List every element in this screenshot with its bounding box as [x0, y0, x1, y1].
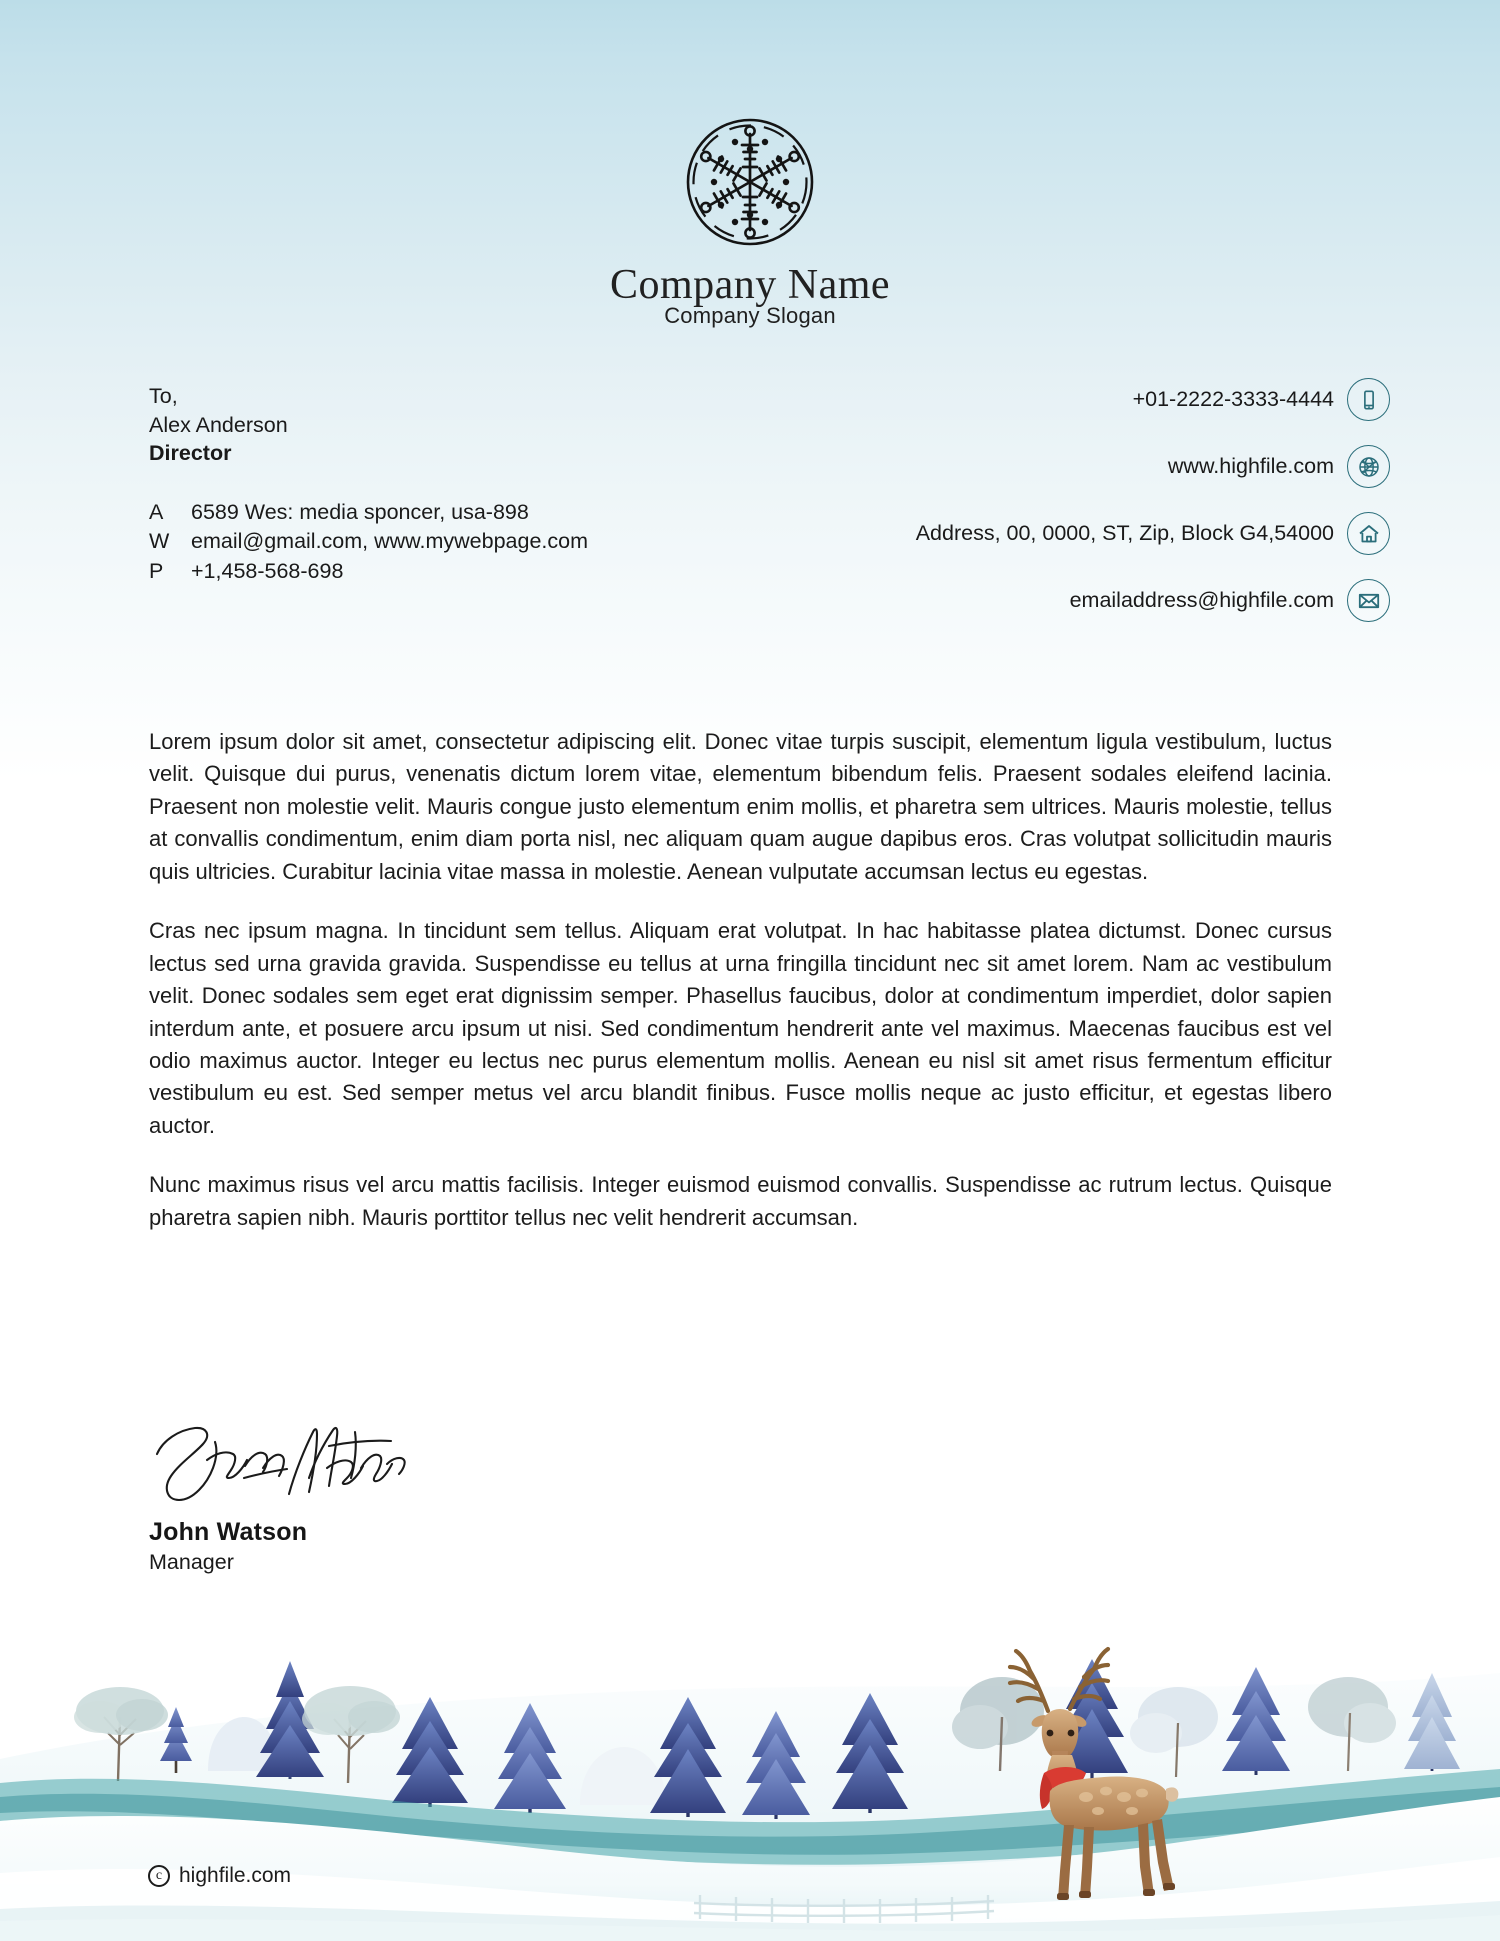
signer-name: John Watson: [149, 1518, 308, 1546]
contact-zone: [149, 382, 1390, 622]
sender-line-phone: [149, 557, 588, 586]
envelope-icon: [1347, 579, 1390, 622]
company-slogan: Company Slogan: [664, 303, 836, 329]
sender-key-p: P: [149, 558, 164, 583]
contact-rows: [916, 378, 1390, 622]
body-paragraph-3: Nunc maximus risus vel arcu mattis facilisis. Integer euismod euismod convallis. Suspendisse ac rutrum lectus. Quisque pharetra sapien nibh. Mauris porttitor tellus nec velit hendrerit accumsan.: [149, 1172, 1332, 1230]
copyright-icon: c: [148, 1865, 170, 1887]
recipient-role: Director: [149, 441, 232, 466]
contact-row-email[interactable]: [1070, 579, 1390, 622]
contact-email-text: emailaddress@highfile.com: [1069, 588, 1334, 612]
snowflake-logo-icon: [0, 112, 1500, 257]
mobile-phone-icon: [1347, 378, 1390, 421]
sender-key-a: A: [149, 499, 164, 524]
contact-row-phone[interactable]: [1133, 378, 1390, 421]
handwritten-signature-icon: [149, 1416, 409, 1516]
footer-copyright: [148, 1864, 291, 1888]
signer-role: Manager: [149, 1550, 234, 1574]
to-label: To,: [149, 384, 178, 408]
body-paragraph-2: Cras nec ipsum magna. In tincidunt sem tellus. Aliquam erat volutpat. In hac habitasse platea dictumst. Donec cursus lectus sed urna gravida gravida. Suspendisse eu tellus at urna fringilla tincidunt nec sit amet lorem. Nam ac vestibulum velit. Donec sodales sem eget erat dignissim semper. Phasellus faucibus, dolor at condimentum imperdiet, dolor sapien interdum ante, et posuere arcu ipsum ut nisi. Sed condimentum hendrerit ante vel maximus. Maecenas faucibus est vel odio maximus auctor. Integer eu lectus nec purus elementum mollis. Aenean eu nisl sit amet risus fermentum efficitur vestibulum eu est. Sed semper metus vel arcu blandit finibus. Fusce mollis neque ac justo efficitur, et egestas libero auctor.: [149, 918, 1332, 1138]
contact-row-website[interactable]: [1168, 445, 1390, 488]
contact-website-text: www.highfile.com: [1167, 454, 1334, 478]
globe-icon: [1347, 445, 1390, 488]
contact-phone-text: +01-2222-3333-4444: [1132, 387, 1334, 411]
recipient-name: Alex Anderson: [149, 412, 288, 437]
footer-site-text[interactable]: highfile.com: [179, 1864, 292, 1887]
company-name: Company Name: [609, 262, 891, 308]
body-paragraph-1: Lorem ipsum dolor sit amet, consectetur adipiscing elit. Donec vitae turpis suscipit, elementum ligula vestibulum, luctus velit. Quisque dui purus, venenatis dictum lorem vitae, elementum bibendum felis. Praesent sodales eleifend lacinia. Praesent non molestie velit. Mauris congue justo elementum enim mollis, et pharetra sem ultrices. Mauris molestie, tellus at convallis condimentum, enim diam porta nisl, nec aliquam quam augue dapibus eros. Cras volutpat sollicitudin mauris quis ultricies. Curabitur lacinia vitae massa in molestie. Aenean vulputate accumsan lectus eu egestas.: [149, 729, 1332, 884]
recipient-block: [149, 382, 588, 468]
recipient-and-sender: [149, 382, 588, 586]
contact-address-text: Address, 00, 0000, ST, Zip, Block G4,54000: [915, 521, 1334, 545]
sender-value-web[interactable]: email@gmail.com, www.mywebpage.com: [191, 529, 589, 554]
sender-contact-lines: [149, 498, 588, 586]
letter-body: [149, 726, 1332, 1234]
sender-line-web: [149, 527, 588, 556]
sender-key-w: W: [149, 529, 170, 554]
contact-row-address[interactable]: [916, 512, 1390, 555]
home-icon: [1347, 512, 1390, 555]
sender-value-address: 6589 Wes: media sponcer, usa-898: [191, 499, 529, 524]
letterhead-header: [0, 112, 1500, 329]
sender-line-address: [149, 498, 588, 527]
sender-value-phone: +1,458-568-698: [191, 558, 344, 583]
